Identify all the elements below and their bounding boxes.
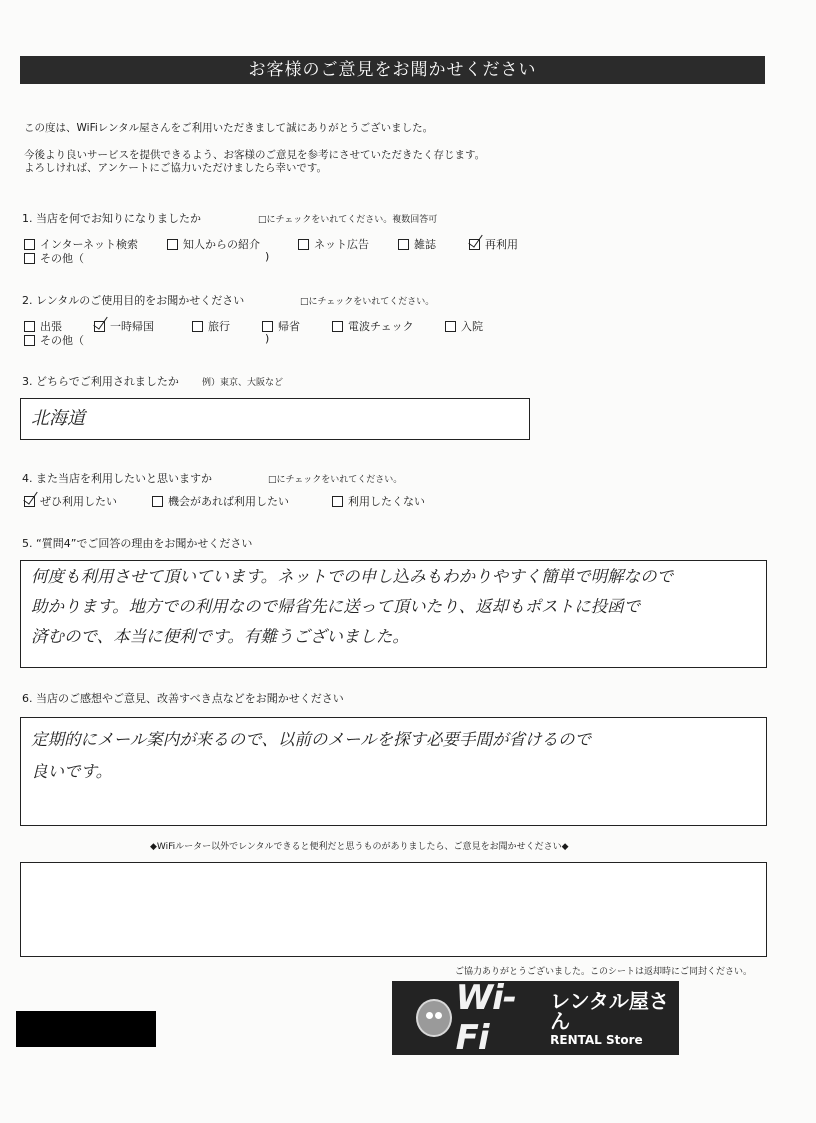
q6-answer-box[interactable] <box>20 717 767 826</box>
q1-other-close: ) <box>265 250 270 263</box>
q2-option-business[interactable]: 出張 <box>24 318 62 334</box>
q4-option-no[interactable]: 利用したくない <box>332 493 425 509</box>
q2-option-hospital[interactable]: 入院 <box>445 318 483 334</box>
brand-logo <box>392 978 679 1058</box>
checkbox-checked[interactable] <box>94 321 105 332</box>
q2-option-travel[interactable]: 旅行 <box>192 318 230 334</box>
checkbox[interactable] <box>262 321 273 332</box>
q1-option-other[interactable]: その他（ <box>24 250 84 266</box>
q4-note: □にチェックをいれてください。 <box>268 475 403 485</box>
q6-answer-line: 良いです。 <box>31 762 113 781</box>
q5-answer-line: 済むので、本当に便利です。有難うございました。 <box>31 627 409 646</box>
q1-option-magazine[interactable]: 雑誌 <box>398 236 436 252</box>
q5-answer-line: 何度も利用させて頂いています。ネットでの申し込みもわかりやすく簡単で明解なので <box>31 567 674 586</box>
q4-option-if-chance[interactable]: 機会があれば利用したい <box>152 493 289 509</box>
q3-title: 3. どちらでご利用されましたか <box>22 375 179 388</box>
q6-answer-line: 定期的にメール案内が来るので、以前のメールを探す必要手間が省けるので <box>31 730 592 749</box>
checkbox[interactable] <box>24 321 35 332</box>
q1-note: □にチェックをいれてください。複数回答可 <box>258 215 438 225</box>
mascot-icon <box>416 999 452 1037</box>
q1-option-internet[interactable]: インターネット検索 <box>24 236 138 252</box>
intro-line-3: よろしければ、アンケートにご協力いただけましたら幸いです。 <box>24 162 328 174</box>
q1-option-referral[interactable]: 知人からの紹介 <box>167 236 260 252</box>
q5-answer-line: 助かります。地方での利用なので帰省先に送って頂いたり、返却もポストに投函で <box>31 597 641 616</box>
checkbox[interactable] <box>332 321 343 332</box>
checkbox-checked[interactable] <box>24 496 35 507</box>
q2-note: □にチェックをいれてください。 <box>300 297 435 307</box>
checkbox[interactable] <box>152 496 163 507</box>
extra-answer-box[interactable] <box>20 862 767 957</box>
q2-option-homecoming[interactable]: 帰省 <box>262 318 300 334</box>
checkbox[interactable] <box>332 496 343 507</box>
q3-answer-box[interactable] <box>20 398 530 440</box>
redacted-block <box>16 1011 156 1047</box>
checkbox[interactable] <box>24 335 35 346</box>
checkbox[interactable] <box>24 239 35 250</box>
q2-option-signal-check[interactable]: 電波チェック <box>332 318 414 334</box>
q5-answer-box[interactable] <box>20 560 767 668</box>
q1-title: 1. 当店を何でお知りになりましたか <box>22 212 201 225</box>
q1-option-reuse[interactable]: 再利用 <box>469 236 518 252</box>
footer-thanks: ご協力ありがとうございました。このシートは返却時にご同封ください。 <box>455 967 753 977</box>
checkbox[interactable] <box>192 321 203 332</box>
q3-note: 例）東京、大阪など <box>202 378 284 388</box>
q5-title: 5. “質問4”でご回答の理由をお聞かせください <box>22 537 253 550</box>
intro-line-2: 今後より良いサービスを提供できるよう、お客様のご意見を参考にさせていただきたく存じます。 <box>24 149 486 161</box>
q3-answer-text: 北海道 <box>31 408 85 429</box>
checkbox-checked[interactable] <box>469 239 480 250</box>
q6-title: 6. 当店のご感想やご意見、改善すべき点などをお聞かせください <box>22 692 344 705</box>
q4-title: 4. また当店を利用したいと思いますか <box>22 472 212 485</box>
checkbox[interactable] <box>445 321 456 332</box>
q2-option-other[interactable]: その他（ <box>24 332 84 348</box>
intro-line-1: この度は、WiFiレンタル屋さんをご利用いただきまして誠にありがとうございました。 <box>24 122 434 134</box>
q2-title: 2. レンタルのご使用目的をお聞かせください <box>22 294 245 307</box>
q2-option-temp-return[interactable]: 一時帰国 <box>94 318 154 334</box>
q1-option-net-ad[interactable]: ネット広告 <box>298 236 369 252</box>
q2-other-close: ) <box>265 332 270 345</box>
checkbox[interactable] <box>298 239 309 250</box>
checkbox[interactable] <box>167 239 178 250</box>
logo-wifi-text: Wi-Fi <box>455 978 516 1058</box>
extra-question-title: ◆WiFiルーター以外でレンタルできると便利だと思うものがありましたら、ご意見をお聞かせください◆ <box>150 842 569 852</box>
logo-jp-text: レンタル屋さん <box>550 988 669 1033</box>
checkbox[interactable] <box>24 253 35 264</box>
survey-title: お客様のご意見をお聞かせください <box>20 56 765 84</box>
logo-en-text: RENTAL Store <box>550 1032 643 1047</box>
checkbox[interactable] <box>398 239 409 250</box>
q4-option-definitely[interactable]: ぜひ利用したい <box>24 493 117 509</box>
